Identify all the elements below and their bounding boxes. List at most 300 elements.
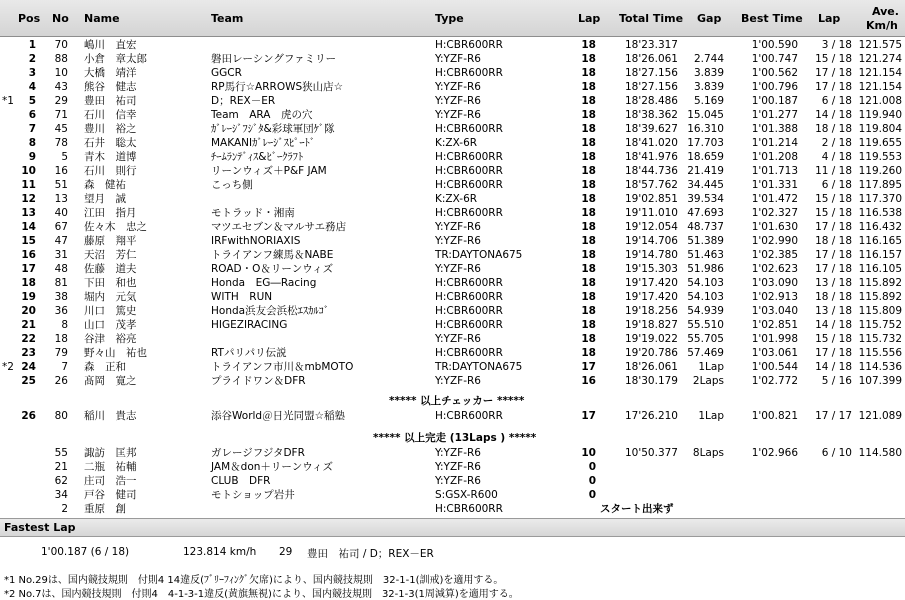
cell-total: スタート出来ず (600, 503, 674, 515)
cell-ave: 116.165 (858, 235, 902, 247)
cell-gap: 17.703 (687, 137, 724, 149)
cell-name: 庄司 浩一 (84, 475, 137, 487)
cell-pos: 7 (28, 123, 36, 135)
cell-ave: 115.732 (858, 333, 902, 345)
table-row (0, 122, 905, 136)
cell-type: H:CBR600RR (435, 151, 503, 163)
cell-no: 7 (61, 361, 68, 373)
cell-name: 谷津 裕亮 (84, 333, 137, 345)
cell-gap: 34.445 (687, 179, 724, 191)
cell-type: H:CBR600RR (435, 410, 503, 422)
cell-name: 戸谷 健司 (84, 489, 137, 501)
cell-best: 1'01.331 (751, 179, 798, 191)
cell-pos: 24 (21, 361, 36, 373)
cell-team: モトショップ岩井 (211, 489, 295, 501)
table-row (0, 136, 905, 150)
cell-no: 10 (54, 67, 68, 79)
cell-best: 1'00.544 (751, 361, 798, 373)
cell-name: 望月 誠 (84, 193, 126, 205)
cell-team: WITH RUN (211, 291, 273, 303)
table-row (0, 360, 905, 374)
cell-total: 19'14.706 (625, 235, 678, 247)
cell-pos: 3 (28, 67, 36, 79)
cell-ave: 119.940 (858, 109, 902, 121)
cell-blap: 17 / 18 (815, 263, 852, 275)
cell-name: 石川 則行 (84, 165, 137, 177)
cell-gap: 1Lap (698, 410, 724, 422)
cell-total: 18'23.317 (625, 39, 678, 51)
cell-pos: 17 (21, 263, 36, 275)
table-row (0, 248, 905, 262)
cell-team: IRFwithNORIAXIS (211, 235, 301, 247)
cell-ave: 121.008 (858, 95, 902, 107)
cell-type: H:CBR600RR (435, 503, 503, 515)
cell-best: 1'02.772 (751, 375, 798, 387)
table-row (0, 220, 905, 234)
cell-blap: 15 / 18 (815, 207, 852, 219)
cell-best: 1'01.214 (751, 137, 798, 149)
cell-ave: 116.432 (858, 221, 902, 233)
cell-type: Y:YZF-R6 (435, 53, 481, 65)
cell-gap: 51.986 (687, 263, 724, 275)
cell-pos: 14 (21, 221, 36, 233)
cell-best: 1'02.990 (751, 235, 798, 247)
cell-lap: 18 (581, 53, 596, 65)
cell-name: 川口 篤史 (84, 305, 137, 317)
cell-lap: 18 (581, 319, 596, 331)
cell-gap: 55.705 (687, 333, 724, 345)
cell-team: Honda EG―Racing (211, 277, 317, 289)
cell-pos: 4 (28, 81, 36, 93)
cell-pos: 2 (28, 53, 36, 65)
cell-ave: 121.089 (858, 410, 902, 422)
cell-total: 18'26.061 (625, 361, 678, 373)
table-row (0, 94, 905, 108)
cell-team: こっち側 (211, 179, 253, 191)
cell-team: トライアンフ練馬＆NABE (211, 249, 334, 261)
cell-type: H:CBR600RR (435, 347, 503, 359)
cell-blap: 6 / 18 (821, 95, 852, 107)
cell-ave: 121.575 (858, 39, 902, 51)
cell-best: 1'02.851 (751, 319, 798, 331)
cell-total: 18'39.627 (625, 123, 678, 135)
complete-note: ***** 以上完走 (13Laps ) ***** (373, 432, 537, 444)
cell-name: 諏訪 匡邦 (84, 447, 137, 459)
table-row (0, 178, 905, 192)
cell-ave: 115.892 (858, 291, 902, 303)
cell-pos: 19 (21, 291, 36, 303)
cell-best: 1'01.713 (751, 165, 798, 177)
cell-type: H:CBR600RR (435, 277, 503, 289)
cell-type: TR:DAYTONA675 (435, 361, 523, 373)
cell-pos: 16 (21, 249, 36, 261)
cell-lap: 18 (581, 151, 596, 163)
cell-type: TR:DAYTONA675 (435, 249, 523, 261)
cell-no: 31 (54, 249, 68, 261)
header-pos: Pos (18, 12, 41, 25)
cell-no: 26 (54, 375, 68, 387)
cell-team: RP馬行☆ARROWS狭山店☆ (211, 81, 344, 93)
cell-ave: 121.274 (858, 53, 902, 65)
cell-ave: 119.553 (858, 151, 902, 163)
cell-name: 大橋 靖洋 (84, 67, 137, 79)
cell-ave: 119.260 (858, 165, 902, 177)
cell-no: 21 (54, 461, 68, 473)
cell-no: 70 (54, 39, 68, 51)
cell-no: 13 (54, 193, 68, 205)
cell-lap: 18 (581, 137, 596, 149)
table-row (0, 262, 905, 276)
cell-best: 1'02.623 (751, 263, 798, 275)
cell-best: 1'00.796 (751, 81, 798, 93)
cell-type: Y:YZF-R6 (435, 221, 481, 233)
cell-name: 森 健祐 (84, 179, 126, 191)
cell-total: 18'41.976 (625, 151, 678, 163)
cell-total: 19'18.256 (625, 305, 678, 317)
cell-total: 18'27.156 (625, 67, 678, 79)
cell-gap: 3.839 (693, 67, 724, 79)
cell-no: 79 (54, 347, 68, 359)
cell-no: 8 (61, 319, 68, 331)
cell-type: Y:YZF-R6 (435, 461, 481, 473)
cell-total: 18'44.736 (625, 165, 678, 177)
cell-pos: 25 (21, 375, 36, 387)
cell-best: 1'01.277 (751, 109, 798, 121)
header-best-time: Best Time (741, 12, 803, 25)
cell-no: 80 (54, 410, 68, 422)
cell-ave: 116.157 (858, 249, 902, 261)
table-row (0, 460, 905, 474)
cell-best: 1'02.913 (751, 291, 798, 303)
cell-gap: 54.103 (687, 291, 724, 303)
cell-type: S:GSX-R600 (435, 489, 498, 501)
header-best-lap: Lap (818, 12, 841, 25)
cell-blap: 17 / 17 (815, 410, 852, 422)
table-row (0, 290, 905, 304)
cell-best: 1'01.388 (751, 123, 798, 135)
cell-lap: 18 (581, 207, 596, 219)
cell-total: 18'41.020 (625, 137, 678, 149)
cell-total: 19'17.420 (625, 277, 678, 289)
cell-name: 天沼 芳仁 (84, 249, 137, 261)
cell-team: トライアンフ市川＆mbMOTO (211, 361, 354, 373)
table-row (0, 332, 905, 346)
cell-pos: 26 (21, 410, 36, 422)
cell-no: 16 (54, 165, 68, 177)
cell-team: JAM＆don＋リーンウィズ (211, 461, 334, 473)
cell-lap: 18 (581, 263, 596, 275)
cell-blap: 18 / 18 (815, 235, 852, 247)
cell-best: 1'00.187 (751, 95, 798, 107)
cell-pos: 22 (21, 333, 36, 345)
cell-total: 19'14.780 (625, 249, 678, 261)
cell-team: ｶﾞﾚｰｼﾞﾌｼﾞﾀ&彩球軍団ｹﾞ隊 (211, 123, 335, 135)
cell-total: 19'12.054 (625, 221, 678, 233)
cell-no: 40 (54, 207, 68, 219)
cell-no: 38 (54, 291, 68, 303)
cell-blap: 3 / 18 (821, 39, 852, 51)
cell-lap: 17 (581, 410, 596, 422)
cell-lap: 18 (581, 109, 596, 121)
cell-team: 添谷World＠日光同盟☆稲塾 (211, 410, 346, 422)
table-row (0, 164, 905, 178)
cell-pos: 12 (21, 193, 36, 205)
cell-lap: 18 (581, 333, 596, 345)
cell-total: 18'57.762 (625, 179, 678, 191)
cell-blap: 15 / 18 (815, 193, 852, 205)
cell-lap: 0 (588, 475, 596, 487)
table-row (0, 150, 905, 164)
cell-team: GGCR (211, 67, 242, 79)
cell-gap: 57.469 (687, 347, 724, 359)
cell-ave: 117.370 (858, 193, 902, 205)
cell-type: H:CBR600RR (435, 207, 503, 219)
cell-team: HIGEZIRACING (211, 319, 288, 331)
table-row (0, 304, 905, 318)
cell-no: 43 (54, 81, 68, 93)
cell-no: 88 (54, 53, 68, 65)
cell-best: 1'02.327 (751, 207, 798, 219)
cell-type: Y:YZF-R6 (435, 95, 481, 107)
header-lap: Lap (578, 12, 601, 25)
cell-ave: 107.399 (858, 375, 902, 387)
cell-team: Honda浜友会浜松ｴｽｶﾙｺﾞ (211, 305, 330, 317)
cell-lap: 18 (581, 235, 596, 247)
cell-name: 佐藤 道夫 (84, 263, 137, 275)
cell-name: 豊田 祐司 (84, 95, 137, 107)
fastest-lap-label: Fastest Lap (4, 521, 76, 534)
cell-blap: 17 / 18 (815, 249, 852, 261)
cell-name: 髙岡 寛之 (84, 375, 137, 387)
cell-blap: 13 / 18 (815, 305, 852, 317)
cell-type: Y:YZF-R6 (435, 235, 481, 247)
cell-lap: 18 (581, 249, 596, 261)
cell-team: ガレージフジタDFR (211, 447, 305, 459)
cell-best: 1'03.040 (751, 305, 798, 317)
cell-lap: 18 (581, 179, 596, 191)
cell-team: MAKANIｶﾞﾚｰｼﾞｽﾋﾟｰﾄﾞ (211, 137, 316, 149)
cell-ave: 119.655 (858, 137, 902, 149)
cell-best: 1'03.090 (751, 277, 798, 289)
cell-gap: 47.693 (687, 207, 724, 219)
cell-ave: 121.154 (858, 81, 902, 93)
cell-name: 野々山 祐也 (84, 347, 147, 359)
cell-gap: 18.659 (687, 151, 724, 163)
cell-total: 18'27.156 (625, 81, 678, 93)
cell-pos: 8 (28, 137, 36, 149)
cell-name: 小倉 章太郎 (84, 53, 147, 65)
cell-lap: 18 (581, 67, 596, 79)
cell-blap: 17 / 18 (815, 347, 852, 359)
cell-blap: 11 / 18 (815, 165, 852, 177)
cell-name: 稲川 貴志 (84, 410, 137, 422)
cell-type: H:CBR600RR (435, 123, 503, 135)
cell-gap: 5.169 (693, 95, 724, 107)
cell-team: マツエセブン＆マルサエ務店 (211, 221, 347, 233)
header-name: Name (84, 12, 120, 25)
cell-blap: 17 / 18 (815, 67, 852, 79)
cell-ave: 115.892 (858, 277, 902, 289)
cell-blap: 4 / 18 (821, 151, 852, 163)
cell-type: H:CBR600RR (435, 291, 503, 303)
cell-name: 石川 信幸 (84, 109, 137, 121)
cell-gap: 51.389 (687, 235, 724, 247)
cell-best: 1'00.821 (751, 410, 798, 422)
cell-gap: 16.310 (687, 123, 724, 135)
cell-lap: 18 (581, 291, 596, 303)
cell-team: D；REX－ER (211, 95, 276, 107)
cell-blap: 14 / 18 (815, 361, 852, 373)
cell-ave: 116.538 (858, 207, 902, 219)
cell-lap: 17 (581, 361, 596, 373)
cell-pos: 11 (21, 179, 36, 191)
header-no: No (52, 12, 69, 25)
cell-type: Y:YZF-R6 (435, 109, 481, 121)
cell-mark: *1 (2, 95, 14, 107)
cell-pos: 10 (21, 165, 36, 177)
cell-ave: 115.556 (858, 347, 902, 359)
cell-blap: 13 / 18 (815, 277, 852, 289)
cell-total: 19'20.786 (625, 347, 678, 359)
cell-lap: 18 (581, 39, 596, 51)
cell-pos: 5 (28, 95, 36, 107)
cell-total: 19'02.851 (625, 193, 678, 205)
cell-lap: 18 (581, 123, 596, 135)
cell-blap: 15 / 18 (815, 333, 852, 345)
table-row (0, 192, 905, 206)
cell-pos: 6 (28, 109, 36, 121)
cell-no: 62 (54, 475, 68, 487)
cell-total: 19'17.420 (625, 291, 678, 303)
cell-blap: 17 / 18 (815, 81, 852, 93)
cell-no: 67 (54, 221, 68, 233)
cell-blap: 14 / 18 (815, 319, 852, 331)
cell-lap: 18 (581, 305, 596, 317)
footnote-2: *2 No.7は、国内競技規則 付則4 4-1-3-1違反(黄旗無視)により、国内競技規則 32-1-3(1周減算)を適用する。 (4, 589, 519, 600)
cell-no: 47 (54, 235, 68, 247)
cell-team: モトラッド・湘南 (211, 207, 295, 219)
cell-team: CLUB DFR (211, 475, 271, 487)
header-ave-line1: Ave. (872, 5, 899, 18)
cell-total: 17'26.210 (625, 410, 678, 422)
cell-blap: 2 / 18 (821, 137, 852, 149)
cell-mark: *2 (2, 361, 14, 373)
cell-team: ROAD・O＆リーンウィズ (211, 263, 334, 275)
cell-pos: 15 (21, 235, 36, 247)
header-type: Type (435, 12, 464, 25)
table-row (0, 52, 905, 66)
cell-no: 48 (54, 263, 68, 275)
cell-gap: 54.103 (687, 277, 724, 289)
cell-team: Team ARA 虎の穴 (211, 109, 313, 121)
cell-ave: 119.804 (858, 123, 902, 135)
cell-blap: 17 / 18 (815, 221, 852, 233)
cell-gap: 8Laps (692, 447, 724, 459)
cell-pos: 13 (21, 207, 36, 219)
cell-no: 51 (54, 179, 68, 191)
cell-name: 藤原 翔平 (84, 235, 137, 247)
cell-team: リーンウィズ＋P&F JAM (211, 165, 327, 177)
cell-lap: 10 (581, 447, 596, 459)
table-row (0, 234, 905, 248)
header-ave-line2: Km/h (866, 19, 898, 32)
cell-gap: 2.744 (693, 53, 724, 65)
cell-blap: 5 / 16 (821, 375, 852, 387)
cell-name: 石井 聡太 (84, 137, 137, 149)
cell-best: 1'01.472 (751, 193, 798, 205)
cell-type: Y:YZF-R6 (435, 333, 481, 345)
cell-no: 2 (61, 503, 68, 515)
cell-blap: 6 / 10 (821, 447, 852, 459)
cell-total: 19'15.303 (625, 263, 678, 275)
cell-best: 1'00.747 (751, 53, 798, 65)
cell-lap: 18 (581, 95, 596, 107)
cell-gap: 39.534 (687, 193, 724, 205)
cell-gap: 1Lap (698, 361, 724, 373)
cell-ave: 117.895 (858, 179, 902, 191)
cell-blap: 15 / 18 (815, 53, 852, 65)
cell-ave: 116.105 (858, 263, 902, 275)
cell-name: 重原 創 (84, 503, 126, 515)
cell-best: 1'02.966 (751, 447, 798, 459)
table-row (0, 276, 905, 290)
table-row (0, 502, 905, 516)
table-row (0, 374, 905, 388)
cell-lap: 18 (581, 165, 596, 177)
cell-no: 81 (54, 277, 68, 289)
cell-name: 熊谷 健志 (84, 81, 137, 93)
cell-pos: 20 (21, 305, 36, 317)
cell-name: 山口 茂孝 (84, 319, 137, 331)
cell-gap: 54.939 (687, 305, 724, 317)
cell-name: 嶋川 直宏 (84, 39, 137, 51)
cell-type: H:CBR600RR (435, 179, 503, 191)
cell-total: 19'11.010 (625, 207, 678, 219)
cell-total: 19'18.827 (625, 319, 678, 331)
cell-blap: 6 / 18 (821, 179, 852, 191)
cell-total: 19'19.022 (625, 333, 678, 345)
header-team: Team (211, 12, 244, 25)
cell-lap: 16 (581, 375, 596, 387)
table-row (0, 108, 905, 122)
cell-team: ﾁｰﾑﾗﾝﾃﾞｨｽ&ﾋﾞｰｸﾗﾌﾄ (211, 151, 304, 163)
cell-no: 29 (54, 95, 68, 107)
table-row (0, 38, 905, 52)
table-row (0, 488, 905, 502)
cell-team: RTパリパリ伝説 (211, 347, 287, 359)
cell-lap: 18 (581, 221, 596, 233)
cell-total: 18'26.061 (625, 53, 678, 65)
cell-type: Y:YZF-R6 (435, 475, 481, 487)
cell-name: 豊川 裕之 (84, 123, 137, 135)
cell-no: 55 (54, 447, 68, 459)
cell-name: 二瓶 祐輔 (84, 461, 137, 473)
fastest-lap-band (0, 518, 905, 537)
cell-blap: 14 / 18 (815, 109, 852, 121)
table-header (0, 0, 905, 37)
table-row (0, 206, 905, 220)
cell-no: 34 (54, 489, 68, 501)
cell-name: 堀内 元気 (84, 291, 137, 303)
cell-best: 1'01.208 (751, 151, 798, 163)
cell-name: 佐々木 忠之 (84, 221, 147, 233)
cell-blap: 18 / 18 (815, 123, 852, 135)
cell-type: H:CBR600RR (435, 67, 503, 79)
cell-no: 18 (54, 333, 68, 345)
cell-lap: 0 (588, 461, 596, 473)
cell-gap: 2Laps (692, 375, 724, 387)
cell-name: 江田 指月 (84, 207, 137, 219)
